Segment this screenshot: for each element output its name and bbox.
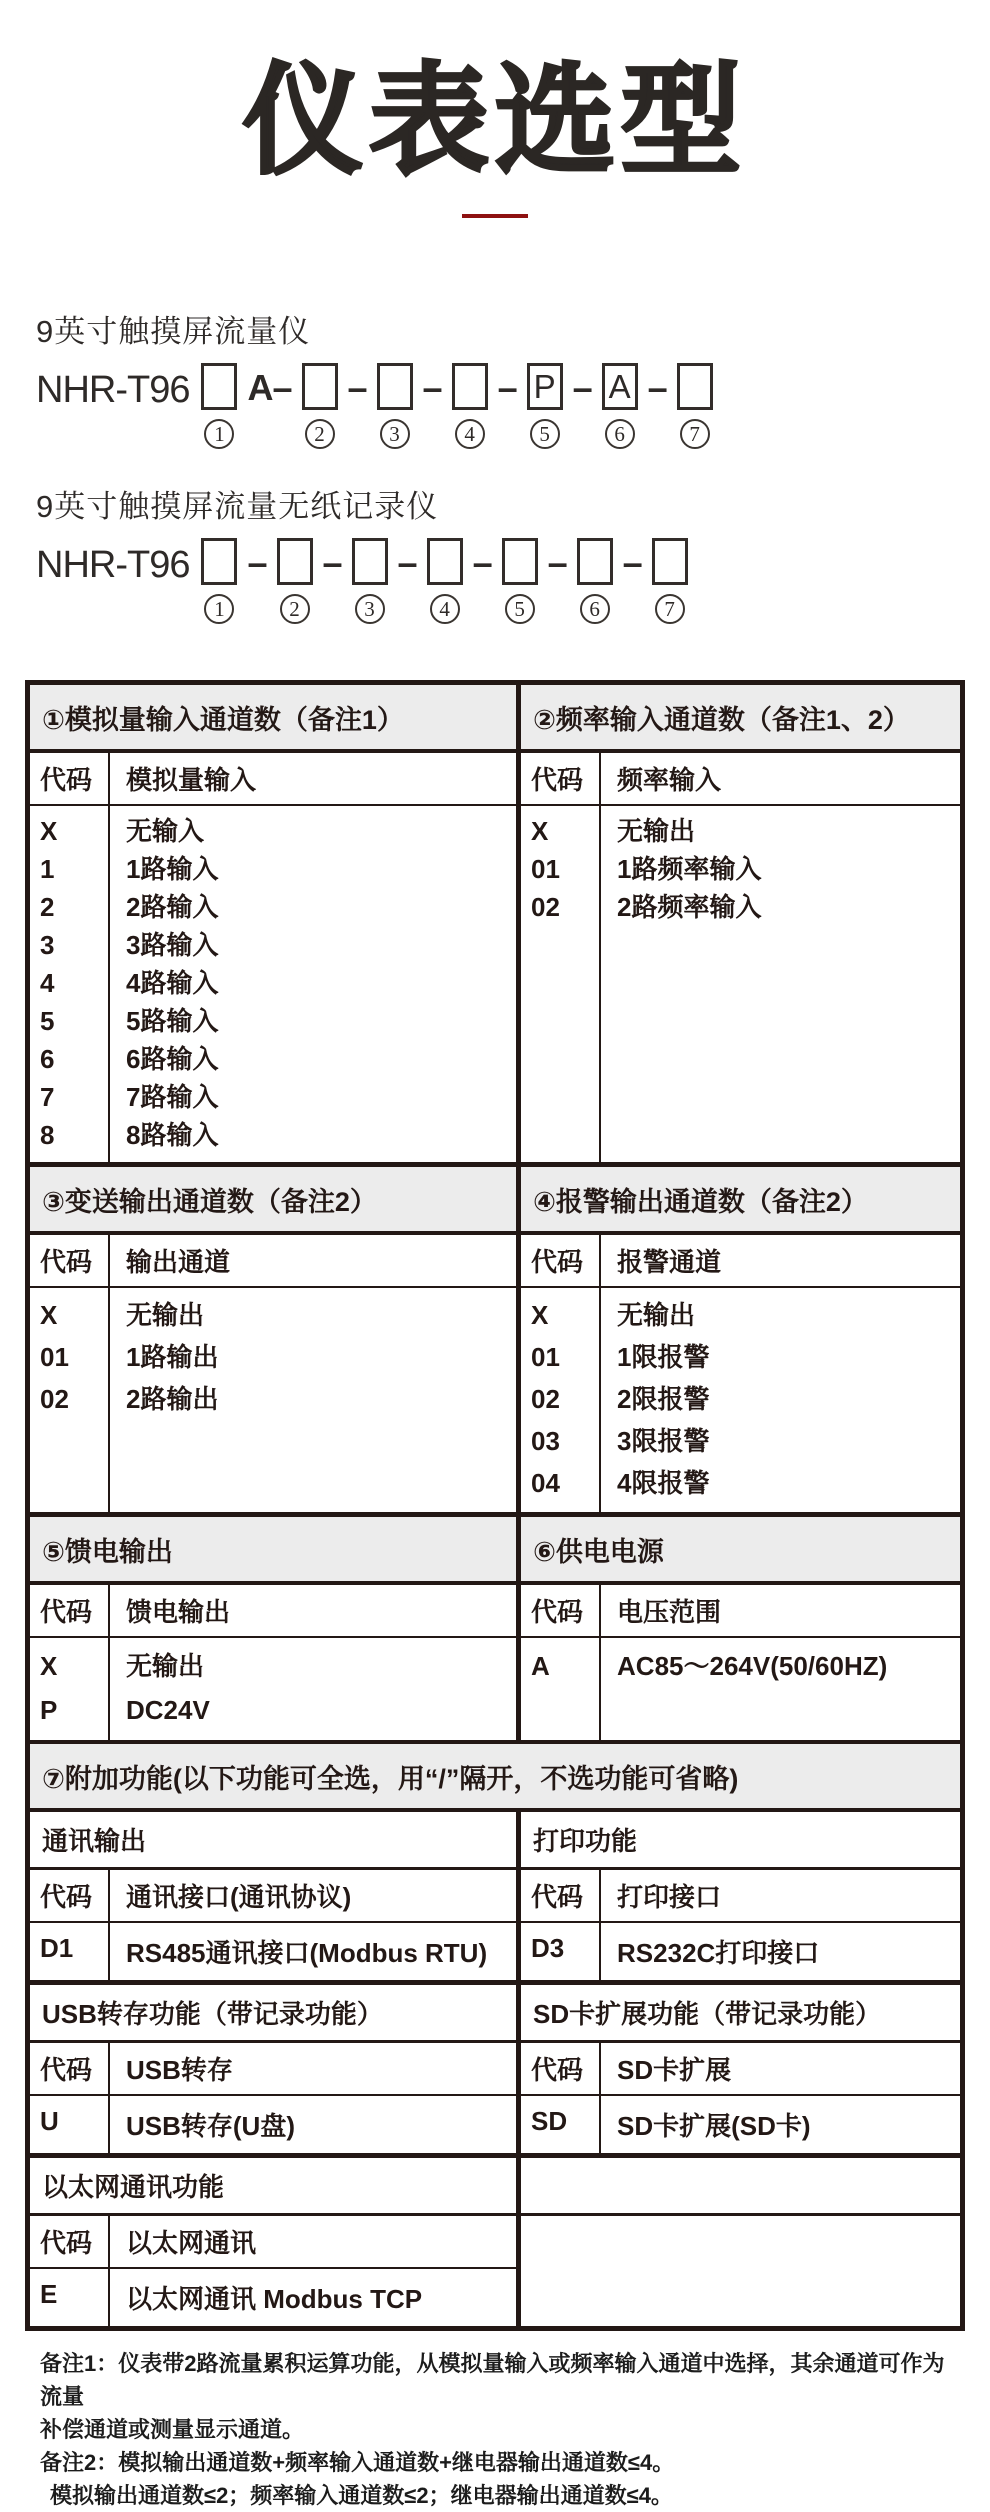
title-underline <box>462 214 528 218</box>
code-slot-1 <box>201 538 237 624</box>
desc-cell-stack <box>110 1638 516 1740</box>
section-2-header: ②频率输入通道数（备注1、2） <box>533 705 910 736</box>
section-3-4-header-row <box>30 1167 960 1235</box>
section-1-2-header-row <box>30 685 960 753</box>
code-slot-7 <box>677 363 713 449</box>
code-cell-stack <box>521 806 601 1162</box>
code-column-header: 代码 <box>521 1235 601 1286</box>
circled-number: 7 <box>655 594 685 624</box>
desc-cell-stack <box>110 806 516 1162</box>
code-slot-2 <box>277 538 313 624</box>
desc-value: 4路输入 <box>126 968 219 999</box>
desc-value: 7路输入 <box>126 1082 219 1113</box>
desc-value: DC24V <box>126 1695 210 1726</box>
code-value: 1 <box>40 854 55 885</box>
block-comm-print-value-row <box>30 1923 960 1985</box>
section-1-2-body <box>30 806 960 1167</box>
circled-number: 6 <box>605 419 635 449</box>
section-3-4-subheader-row <box>30 1235 960 1288</box>
desc-column-header: 输出通道 <box>126 1247 231 1278</box>
code-value: X <box>40 1651 58 1682</box>
code-slot-3 <box>377 363 413 449</box>
block-usb-sd-subheader-row <box>30 2043 960 2096</box>
code-value: X <box>531 816 549 847</box>
note-line-4: 模拟输出通道数≤2；频率输入通道数≤2；继电器输出通道数≤4。 <box>50 2483 673 2509</box>
desc-value: 1路频率输入 <box>617 854 762 885</box>
desc-value: 5路输入 <box>126 1006 219 1037</box>
empty-cell <box>521 2158 960 2213</box>
desc-value: RS485通讯接口(Modbus RTU) <box>126 1938 488 1969</box>
code-value: D3 <box>521 1923 601 1980</box>
code-value: X <box>531 1300 549 1331</box>
code-value: 01 <box>531 854 560 885</box>
desc-value: RS232C打印接口 <box>617 1938 820 1969</box>
empty-cell <box>521 2216 960 2326</box>
section-5-6-body <box>30 1638 960 1744</box>
code-value: 4 <box>40 968 55 999</box>
desc-value: 以太网通讯 Modbus TCP <box>126 2284 423 2315</box>
usb-function-title: USB转存功能（带记录功能） <box>42 1999 383 2030</box>
code-separator: A– <box>247 367 292 409</box>
circled-number: 5 <box>505 594 535 624</box>
code-separator: – <box>347 367 367 409</box>
model-1-code-line <box>36 363 990 449</box>
footnotes <box>40 2347 962 2512</box>
section-5-6-subheader-row <box>30 1585 960 1638</box>
code-value: X <box>40 1300 58 1331</box>
desc-cell-stack <box>110 1288 516 1512</box>
code-value: U <box>30 2096 110 2153</box>
desc-column-header: USB转存 <box>126 2055 233 2086</box>
sd-function-title: SD卡扩展功能（带记录功能） <box>533 1999 882 2030</box>
section-3-4-body <box>30 1288 960 1517</box>
code-box <box>677 363 713 410</box>
desc-value: 1路输入 <box>126 854 219 885</box>
desc-column-header: 打印接口 <box>617 1882 722 1913</box>
desc-value: 4限报警 <box>617 1468 710 1499</box>
desc-value: 2路输入 <box>126 892 219 923</box>
code-column-header: 代码 <box>521 1870 601 1921</box>
circled-number: 1 <box>204 419 234 449</box>
code-separator: – <box>497 367 517 409</box>
code-box <box>377 363 413 410</box>
desc-value: 2路频率输入 <box>617 892 762 923</box>
code-column-header: 代码 <box>30 2216 110 2267</box>
ethernet-function-title: 以太网通讯功能 <box>42 2172 225 2203</box>
code-value: 6 <box>40 1044 55 1075</box>
code-value: 01 <box>531 1342 560 1373</box>
section-4-header: ④报警输出通道数（备注2） <box>533 1187 868 1218</box>
code-cell-stack <box>30 806 110 1162</box>
desc-value: 1路输出 <box>126 1342 219 1373</box>
code-value: 02 <box>531 1384 560 1415</box>
desc-column-header: 以太网通讯 <box>126 2228 257 2259</box>
desc-value: AC85～264V(50/60HZ) <box>617 1651 888 1682</box>
block-comm-print-title-row <box>30 1812 960 1870</box>
code-value: A <box>531 1651 550 1682</box>
code-slot-7 <box>652 538 688 624</box>
code-value: 5 <box>40 1006 55 1037</box>
code-column-header: 代码 <box>521 753 601 804</box>
code-column-header: 代码 <box>30 1585 110 1636</box>
code-slot-3 <box>352 538 388 624</box>
comm-output-title: 通讯输出 <box>42 1826 147 1857</box>
code-value: 01 <box>40 1342 69 1373</box>
section-5-6-header-row <box>30 1517 960 1585</box>
model-2-code-line <box>36 538 990 624</box>
desc-cell-stack <box>601 1288 960 1512</box>
model-prefix: NHR-T96 <box>36 369 190 412</box>
desc-value: 无输出 <box>617 816 696 847</box>
block-ethernet-subheader-row <box>30 2216 516 2269</box>
code-box: A <box>602 363 638 410</box>
code-separator: – <box>572 367 592 409</box>
code-value: 04 <box>531 1468 560 1499</box>
circled-number: 1 <box>204 594 234 624</box>
desc-value: 1限报警 <box>617 1342 710 1373</box>
code-slot-6 <box>602 363 638 449</box>
circled-number: 2 <box>305 419 335 449</box>
code-value: 2 <box>40 892 55 923</box>
code-separator: – <box>247 542 267 584</box>
code-box: P <box>527 363 563 410</box>
code-value: 03 <box>531 1426 560 1457</box>
desc-value: 3限报警 <box>617 1426 710 1457</box>
code-box <box>277 538 313 585</box>
code-box <box>452 363 488 410</box>
section-5-header: ⑤馈电输出 <box>42 1537 173 1568</box>
code-box <box>352 538 388 585</box>
circled-number: 2 <box>280 594 310 624</box>
code-slot-5 <box>502 538 538 624</box>
model-selection-area <box>36 306 990 624</box>
desc-value: SD卡扩展(SD卡) <box>617 2111 811 2142</box>
desc-column-header: 馈电输出 <box>126 1597 231 1628</box>
desc-value: 2路输出 <box>126 1384 219 1415</box>
code-value: 02 <box>40 1384 69 1415</box>
code-column-header: 代码 <box>30 2043 110 2094</box>
circled-number: 3 <box>355 594 385 624</box>
note-line-3: 备注2：模拟输出通道数+频率输入通道数+继电器输出通道数≤4。 <box>40 2450 675 2476</box>
code-slot-5 <box>527 363 563 449</box>
desc-column-header: 频率输入 <box>617 765 722 796</box>
code-box <box>201 538 237 585</box>
code-separator: – <box>647 367 667 409</box>
code-separator: – <box>322 542 342 584</box>
circled-number: 4 <box>430 594 460 624</box>
code-separator: – <box>397 542 417 584</box>
desc-value: 无输入 <box>126 816 205 847</box>
model-1-name: 9英寸触摸屏流量仪 <box>36 314 311 350</box>
code-separator: – <box>547 542 567 584</box>
desc-column-header: 模拟量输入 <box>126 765 257 796</box>
code-column-header: 代码 <box>521 1585 601 1636</box>
desc-column-header: SD卡扩展 <box>617 2055 732 2086</box>
code-cell-stack <box>521 1638 601 1740</box>
block-usb-sd-title-row <box>30 1985 960 2043</box>
desc-cell-stack <box>601 1638 960 1740</box>
model-2-name: 9英寸触摸屏流量无纸记录仪 <box>36 489 439 525</box>
code-slot-4 <box>427 538 463 624</box>
code-cell-stack <box>30 1288 110 1512</box>
code-cell-stack <box>30 1638 110 1740</box>
section-7-header-row <box>30 1744 960 1812</box>
model-1 <box>36 306 990 449</box>
code-separator: – <box>622 542 642 584</box>
code-value: 3 <box>40 930 55 961</box>
desc-value: 2限报警 <box>617 1384 710 1415</box>
circled-number: 3 <box>380 419 410 449</box>
desc-column-header: 电压范围 <box>617 1597 722 1628</box>
section-1-header: ①模拟量输入通道数（备注1） <box>42 705 404 736</box>
code-value: E <box>30 2269 110 2326</box>
desc-value: 无输出 <box>126 1300 205 1331</box>
note-line-2: 补偿通道或测量显示通道。 <box>40 2417 305 2443</box>
code-box <box>302 363 338 410</box>
code-value: SD <box>521 2096 601 2153</box>
code-box <box>652 538 688 585</box>
desc-value: 6路输入 <box>126 1044 219 1075</box>
code-column-header: 代码 <box>521 2043 601 2094</box>
model-prefix: NHR-T96 <box>36 544 190 587</box>
code-column-header: 代码 <box>30 753 110 804</box>
block-ethernet-title-row <box>30 2158 960 2216</box>
code-value: 7 <box>40 1082 55 1113</box>
block-usb-sd-value-row <box>30 2096 960 2158</box>
selection-table <box>25 680 965 2331</box>
print-function-title: 打印功能 <box>533 1826 638 1857</box>
code-value: P <box>40 1695 58 1726</box>
desc-value: USB转存(U盘) <box>126 2111 295 2142</box>
block-comm-print-subheader-row <box>30 1870 960 1923</box>
code-separator: – <box>472 542 492 584</box>
section-6-header: ⑥供电电源 <box>533 1537 664 1568</box>
code-slot-6 <box>577 538 613 624</box>
section-3-header: ③变送输出通道数（备注2） <box>42 1187 377 1218</box>
block-ethernet-body <box>30 2216 960 2326</box>
code-slot-2 <box>302 363 338 449</box>
code-value: 8 <box>40 1120 55 1151</box>
block-ethernet-value-row <box>30 2269 516 2326</box>
circled-number: 6 <box>580 594 610 624</box>
desc-value: 无输出 <box>617 1300 696 1331</box>
code-value: X <box>40 816 58 847</box>
code-box <box>502 538 538 585</box>
code-box <box>427 538 463 585</box>
note-line-1: 备注1：仪表带2路流量累积运算功能，从模拟量输入或频率输入通道中选择，其余通道可作为流量 <box>40 2351 945 2410</box>
code-separator: – <box>422 367 442 409</box>
circled-number: 5 <box>530 419 560 449</box>
circled-number: 4 <box>455 419 485 449</box>
desc-column-header: 通讯接口(通讯协议) <box>126 1882 352 1913</box>
desc-value: 3路输入 <box>126 930 219 961</box>
code-slot-1 <box>201 363 237 449</box>
code-slot-4 <box>452 363 488 449</box>
code-box <box>577 538 613 585</box>
code-column-header: 代码 <box>30 1870 110 1921</box>
section-7-header: ⑦附加功能(以下功能可全选，用“/”隔开，不选功能可省略) <box>42 1764 739 1795</box>
code-column-header: 代码 <box>30 1235 110 1286</box>
desc-value: 8路输入 <box>126 1120 219 1151</box>
circled-number: 7 <box>680 419 710 449</box>
page-title: 仪表选型 <box>243 54 747 188</box>
model-2 <box>36 481 990 624</box>
code-value: D1 <box>30 1923 110 1980</box>
desc-column-header: 报警通道 <box>617 1247 722 1278</box>
section-1-2-subheader-row <box>30 753 960 806</box>
desc-value: 无输出 <box>126 1651 205 1682</box>
code-value: 02 <box>531 892 560 923</box>
code-box <box>201 363 237 410</box>
code-cell-stack <box>521 1288 601 1512</box>
desc-cell-stack <box>601 806 960 1162</box>
